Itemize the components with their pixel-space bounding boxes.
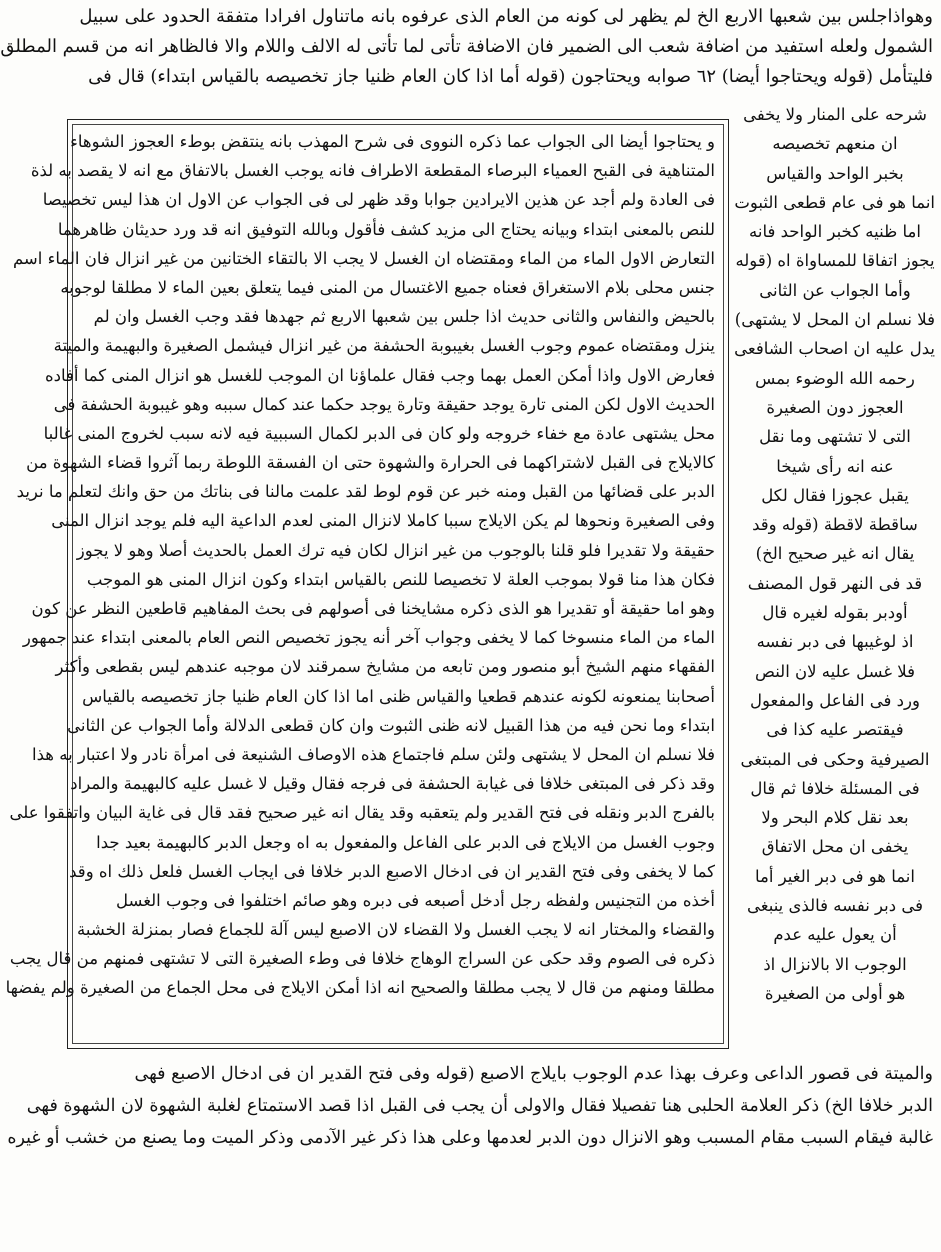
- margin-note-line: فلا غسل عليه لان النص: [754, 661, 916, 681]
- margin-note-line: شرحه على المنار ولا يخفى: [743, 105, 927, 124]
- margin-note-line: أن يعول عليه عدم: [773, 925, 897, 945]
- main-commentary: [5, 127, 715, 1003]
- main-text-line: مطلقا ومنهم من قال لا يجب مطلقا والصحيح انه اذا أمكن الايلاج فى محل الجماع من الصغيرة ولم يفضها: [5, 978, 715, 998]
- main-text-line: كالايلاج فى القبل لاشتراكهما فى الحرارة والشهوة حتى ان الفسقة اللوطة ربما آثروا قضاء الشهوة من: [26, 453, 715, 473]
- margin-note-line: انما هو فى دبر الغير أما: [755, 866, 915, 886]
- header-line: وهواذاجلس بين شعبها الاربع الخ لم يظهر لى كونه من العام الذى عرفوه بانه ماتناول افرادا متفقة الحدود على سبيل: [79, 6, 933, 27]
- main-text-line: بالحيض والنفاس والثانى حديث اذا جلس بين شعبها الاربع ثم جهدها فقد وجب الغسل وان لم: [93, 307, 715, 327]
- main-text-line: حقيقة ولا تقديرا فلو قلنا بالوجوب من غير انزال لكان فيه ترك العمل بالحديث أصلا وهو لا يجوز: [76, 540, 715, 560]
- margin-note-line: عنه انه رأى شيخا: [776, 456, 894, 476]
- main-text-line: وهو اما حقيقة أو تقديرا هو الذى ذكره مشايخنا فى أصولهم فى بحث المفاهيم قاطعين النظر عن كون: [31, 599, 715, 618]
- margin-note-line: بعد نقل كلام البحر ولا: [761, 808, 909, 828]
- margin-note-line: هو أولى من الصغيرة: [764, 983, 906, 1003]
- main-text-line: وقد ذكر فى المبتغى خلافا فى غيابة الحشفة فى فرجه فقال وقيل لا غسل عليه كالبهيمة والمراد: [70, 774, 715, 794]
- main-text-line: والقضاء والمختار انه لا يجب الغسل ولا القضاء لان الاصبع ليس آلة للجماع فصار بمنزلة الخشبة: [77, 920, 715, 940]
- main-text-line: المتناهية فى القبح العمياء البرصاء المقطعة الاطراف فانه يوجب الغسل بالاتفاق مع انه لا يقصد به لذة: [30, 161, 715, 181]
- main-text-line: كما لا يخفى وفى فتح القدير ان فى ادخال الاصبع الدبر خلافا فى ايجاب الغسل فلعل ذلك اه وقد: [69, 861, 715, 881]
- main-text-line: الدبر على قضائها من القبل ومنه خبر عن قوم لوط لقد علمت مالنا فى بناتك من حق وانك لتعلم ما نريد: [16, 482, 715, 502]
- main-text-line: للنص بالمعنى ابتداء وبيانه يحتاج الى مزيد كشف فأقول وبالله التوفيق انه قد ورد حديثان ظاهرهما: [57, 219, 715, 239]
- margin-note-line: يجوز اتفاقا للمساواة اه (قوله: [735, 251, 935, 271]
- main-text-line: بالفرج الدبر ونقله فى فتح القدير ولم يتعقبه وقد يقال انه غير صحيح فقد قال فى غاية البيان واتفقوا على: [9, 803, 715, 823]
- main-text-line: محل يشتهى عادة مع خفاء خروجه ولو كان فى الدبر لكمال السببية فيه لانه سبب لخروج المنى غالبا: [43, 423, 715, 443]
- margin-note-line: اذ لوغيبها فى دبر نفسه: [756, 632, 914, 652]
- header-line: الشمول ولعله استفيد من اضافة شعب الى الضمير فان الاضافة تأتى لما تأتى له الالف واللام والا فالظاهر انه من قسم المطلق: [0, 36, 933, 57]
- main-text-line: ابتداء وما نحن فيه من هذا القبيل لانه ظنى الثبوت وان كان قطعى الدلالة وأما الجواب عن الثانى: [67, 715, 715, 735]
- margin-note-line: ورد فى الفاعل والمفعول: [750, 690, 920, 710]
- footer-line: والميتة فى قصور الداعى وعرف بهذا عدم الوجوب بايلاج الاصبع (قوله وفى فتح القدير ان فى ادخال الاصبع فهى: [134, 1064, 933, 1084]
- header-line: فليتأمل (قوله ويحتاجوا أيضا) ٦٢ صوابه ويحتاجون (قوله أما اذا كان العام ظنيا جاز تخصيصه بالقياس ابتداء) قال فى: [88, 66, 933, 87]
- margin-note-line: قد فى النهر قول المصنف: [747, 573, 923, 593]
- main-text-line: وفى الصغيرة ونحوها لم يكن الايلاج سببا كاملا لانزال المنى لعدم الداعية اليه فلم يوجد انزال المنى: [51, 511, 715, 531]
- inner-border: [5, 124, 724, 1044]
- main-text-line: الماء من الماء منسوخا كما لا يخفى وجواب آخر أنه يجوز تخصيص النص العام بالمعنى ابتداء عند جمهور: [22, 628, 715, 648]
- main-text-line: ينزل ومقتضاه عموم وجوب الغسل بغيبوبة الحشفة من غير انزال فيشمل الصغيرة والبهيمة والميتة: [53, 336, 715, 356]
- main-text-line: فعارض الاول واذا أمكن العمل بهما وجب فقال علماؤنا ان الموجب للغسل هو انزال المنى كما أفاده: [44, 365, 715, 385]
- main-text-line: جنس محلى بلام الاستغراق فعناه جميع الاغتسال من المنى فيما يتعلق بعين الماء لا مطلقا لوجوبه: [60, 277, 715, 297]
- margin-note-line: انما هو فى عام قطعى الثبوت: [734, 192, 935, 212]
- margin-note-line: ان منعهم تخصيصه: [772, 134, 898, 154]
- margin-note-line: أودبر بقوله لغيره قال: [762, 603, 908, 623]
- margin-note-line: وأما الجواب عن الثانى: [759, 280, 911, 300]
- main-text-line: التعارض الاول الماء من الماء ومقتضاه ان الغسل لا يجب الا بالتقاء الختانين من غير انزال فان الماء اسم: [12, 248, 715, 268]
- main-text-line: و يحتاجوا أيضا الى الجواب عما ذكره النووى فى شرح المهذب بانه ينتقض بوطء العجوز الشوهاء: [70, 132, 715, 151]
- margin-note-line: اما ظنيه كخبر الواحد فانه: [749, 222, 921, 242]
- margin-note-line: العجوز دون الصغيرة: [766, 397, 904, 417]
- main-text-line: الفقهاء منهم الشيخ أبو منصور ومن تابعه من مشايخ سمرقند لان موجبه عندهم ليس بقطعى وأكثر: [55, 657, 715, 677]
- margin-note-line: فلا نسلم ان المحل لا يشتهى): [734, 310, 935, 330]
- main-text-line: وجوب الغسل من الايلاج فى الدبر على الفاعل والمفعول به اه وجعل الدبر كالبهيمة بعيد جدا: [96, 832, 715, 852]
- margin-note-line: فيقتصر عليه كذا فى: [766, 720, 904, 740]
- margin-note-line: رحمه الله الوضوء بمس: [755, 368, 915, 388]
- footer-line: غالبة فيقام السبب مقام المسبب وهو الانزال دون الدبر لعدمها وعلى هذا ذكر غير الآدمى وذكر الميت وما يصنع من خشب أو غيره: [7, 1128, 933, 1148]
- main-text-line: أصحابنا يمنعونه لكونه عندهم قطعيا والقياس ظنى اما اذا كان العام ظنيا جاز تخصيصه بالقياس: [82, 686, 715, 706]
- side-margin-notes: [735, 100, 935, 1008]
- margin-note-line: يدل عليه ان اصحاب الشافعى: [734, 339, 935, 359]
- margin-note-line: الوجوب الا بالانزال اذ: [763, 954, 907, 974]
- margin-note-line: بخبر الواحد والقياس: [766, 163, 904, 183]
- header-text: [0, 2, 933, 92]
- margin-note-line: يقال انه غير صحيح الخ): [755, 544, 915, 564]
- margin-note-line: فى المسئلة خلافا ثم قال: [750, 778, 920, 798]
- main-text-line: فكان هذا منا قولا بموجب العلة لا تخصيصا للنص بالقياس ابتداء وكون انزال المنى هو الموجب: [86, 569, 715, 589]
- margin-note-line: يخفى ان محل الاتفاق: [761, 837, 909, 857]
- margin-note-line: الصيرفية وحكى فى المبتغى: [740, 749, 930, 769]
- main-text-line: فلا نسلم ان المحل لا يشتهى ولئن سلم فاجتماع هذه الاوصاف الشنيعة فى امرأة نادر ولا اعتبار به هذا: [32, 744, 715, 764]
- main-text-line: الحديث الاول لكن المنى تارة يوجد حقيقة وتارة يوجد حكما عند كمال سببه وهو غيبوبة الحشفة فى: [53, 394, 715, 414]
- margin-note-line: يقبل عجوزا فقال لكل: [761, 485, 909, 505]
- main-text-line: ذكره فى الصوم وقد حكى عن السراج الوهاج خلافا فى وطء الصغيرة التى لا تشتهى فمنهم من قال يجب: [9, 949, 715, 969]
- footer-line: الدبر خلافا الخ) ذكر العلامة الحلبى هنا تفصيلا فقال والاولى أن يجب فى القبل اذا قصد الاستمتاع لغلبة الشهوة لان الشهوة فهى: [26, 1096, 933, 1116]
- main-text-line: أخذه من التجنيس ولفظه رجل أدخل أصبعه فى دبره وهو صائم اختلفوا فى وجوب الغسل: [115, 890, 715, 910]
- main-text-line: فى العادة ولم أجد عن هذين الايرادين جوابا وقد ظهر لى فى الجواب عن الاول ان هذا ليس تخصيصا: [42, 190, 715, 210]
- margin-note-line: فى دبر نفسه فالذى ينبغى: [747, 896, 923, 916]
- main-text-frame: [5, 119, 729, 1049]
- margin-note-line: ساقطة لاقطة (قوله وقد: [752, 515, 918, 535]
- footer-text: [7, 1058, 933, 1154]
- margin-note-line: التى لا تشتهى وما نقل: [759, 427, 911, 447]
